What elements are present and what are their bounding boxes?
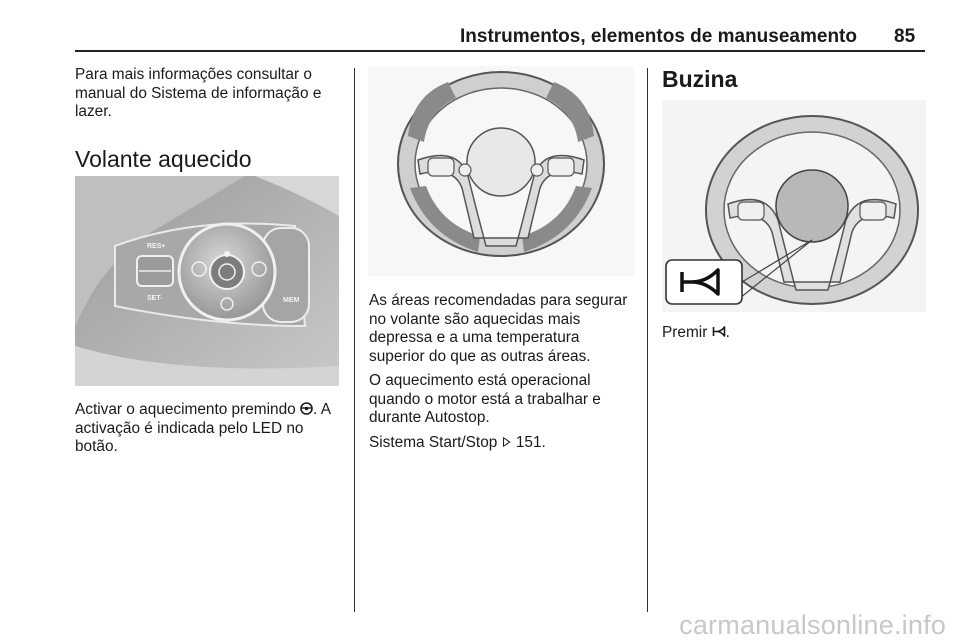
heated-zones-paragraph: As áreas recomendadas para segurar no volante são aquecidas mais depressa e a uma temperatura superior do que as outras áreas.: [369, 292, 628, 365]
start-stop-reference: [369, 434, 635, 453]
set-label: SET-: [147, 295, 163, 302]
horn-text-start: Premir: [662, 324, 712, 341]
mem-label: MEM: [283, 297, 300, 304]
header-divider: [75, 50, 925, 52]
page-number: 85: [894, 26, 916, 47]
column-divider-left: [354, 68, 355, 612]
instruction-text-start: Activar o aquecimento premindo: [75, 401, 300, 418]
column-3: [662, 66, 928, 92]
column-divider-right: [647, 68, 648, 612]
start-stop-text: Sistema Start/Stop: [369, 433, 502, 451]
horn-icon: [712, 325, 726, 338]
instruction-text-end: . A activação é indicada pelo LED no botão.: [75, 401, 331, 455]
watermark: carmanualsonline.info: [679, 610, 946, 640]
horn-heading: Buzina: [662, 66, 738, 92]
start-stop-page-ref[interactable]: 151.: [515, 433, 546, 451]
heated-wheel-icon: [300, 402, 313, 415]
horn-illustration: [662, 100, 926, 312]
horn-figure: [662, 100, 926, 312]
autostop-paragraph: O aquecimento está operacional quando o motor está a trabalhar e durante Autostop.: [369, 372, 601, 426]
column-2: [369, 292, 635, 458]
horn-instruction: [662, 324, 928, 343]
page-reference-arrow-icon: [502, 436, 512, 448]
steering-controls-figure: [75, 176, 339, 386]
steering-controls-illustration: [75, 176, 339, 386]
heated-steering-instruction: [75, 401, 341, 457]
page-header-title: Instrumentos, elementos de manuseamento: [460, 26, 857, 47]
res-label: RES+: [147, 243, 166, 250]
horn-text-end: .: [725, 324, 730, 341]
column-1-body: [75, 401, 341, 463]
heated-steering-heading: Volante aquecido: [75, 145, 252, 172]
heated-zones-figure: [368, 66, 634, 276]
column-3-body: [662, 324, 928, 349]
intro-paragraph: Para mais informações consultar o manual do Sistema de informação e lazer.: [75, 66, 322, 120]
heated-zones-illustration: [368, 66, 634, 276]
column-1: [75, 66, 341, 172]
